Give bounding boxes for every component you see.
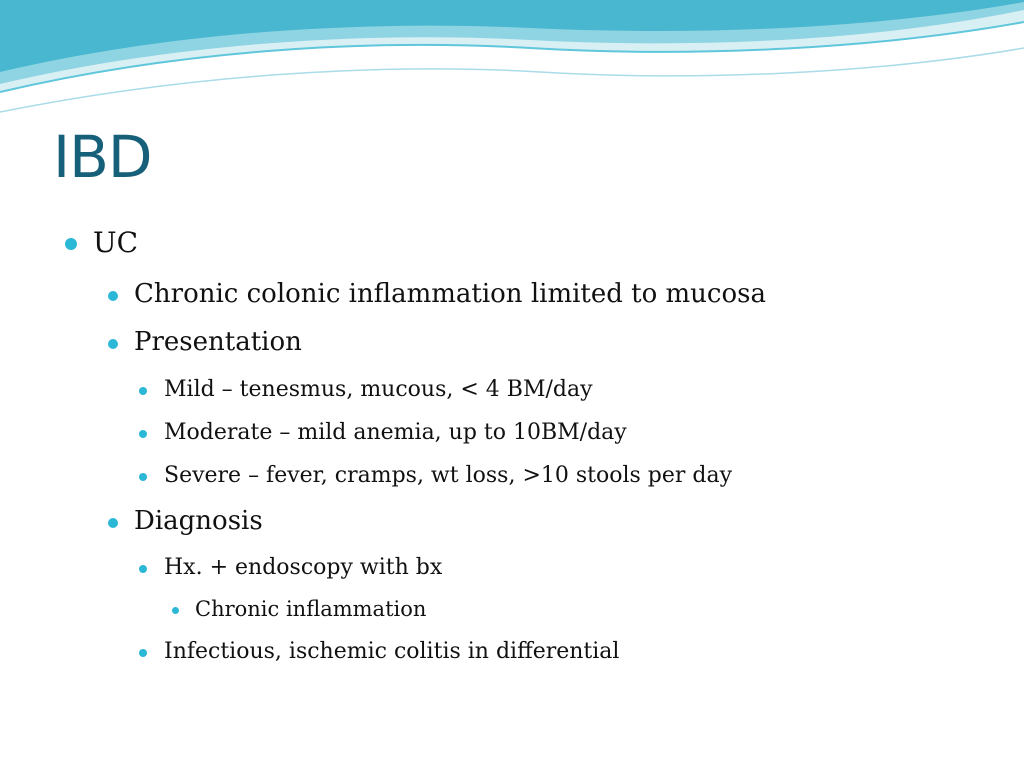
list-item-presentation: Presentation: [134, 327, 302, 357]
bullet-icon: [108, 339, 118, 349]
slide-title: IBD: [53, 123, 152, 191]
bullet-icon: [65, 238, 77, 250]
bullet-icon: [108, 291, 118, 301]
bullet-icon: [139, 430, 147, 438]
list-item-chronic-inflammation: Chronic inflammation: [195, 597, 427, 621]
list-item-moderate: Moderate – mild anemia, up to 10BM/day: [164, 420, 627, 445]
list-item-differential: Infectious, ischemic colitis in differential: [164, 639, 620, 664]
list-item-hx-endoscopy: Hx. + endoscopy with bx: [164, 555, 443, 580]
list-item-chronic-colonic-inflammation: Chronic colonic inflammation limited to mucosa: [134, 279, 766, 309]
list-item-severe: Severe – fever, cramps, wt loss, >10 stools per day: [164, 463, 733, 488]
bullet-icon: [139, 649, 147, 657]
bullet-icon: [172, 607, 179, 614]
bullet-icon: [139, 565, 147, 573]
bullet-icon: [139, 387, 147, 395]
bullet-icon: [108, 518, 118, 528]
list-item-uc: UC: [93, 226, 139, 259]
list-item-diagnosis: Diagnosis: [134, 506, 263, 536]
bullet-icon: [139, 473, 147, 481]
list-item-mild: Mild – tenesmus, mucous, < 4 BM/day: [164, 377, 593, 402]
